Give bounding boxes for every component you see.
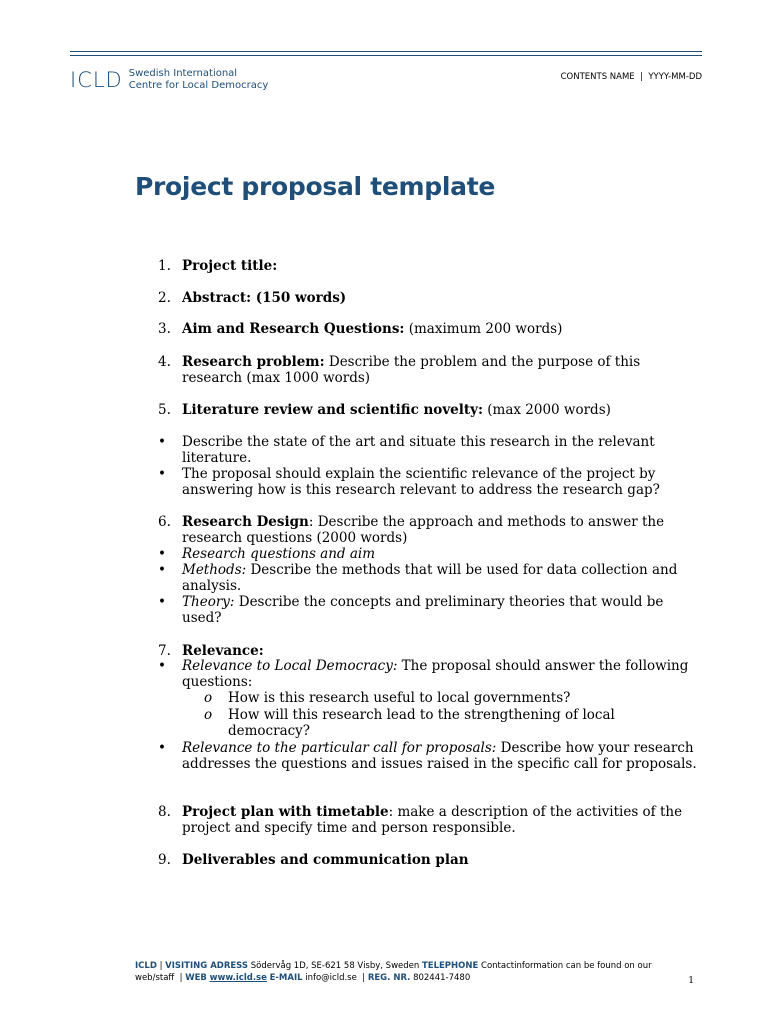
item-text: : Describe the approach and methods to answer the research questions (2000 words) xyxy=(182,514,665,546)
list-item-aim xyxy=(158,321,698,337)
bullet-marker: • xyxy=(158,466,166,482)
list-number: 9. xyxy=(158,852,171,868)
sub-bullet-marker: o xyxy=(204,707,213,723)
bullet-methods xyxy=(158,562,698,594)
logo-text xyxy=(129,68,269,92)
bullet-text: Describe the concepts and preliminary theories that would be used? xyxy=(182,594,664,626)
list-number: 4. xyxy=(158,354,171,370)
list-number: 3. xyxy=(158,321,171,337)
header-rule-bottom xyxy=(70,55,702,56)
sub-bullet-useful-local-governments xyxy=(204,690,698,706)
list-number: 5. xyxy=(158,402,171,418)
footer-phone-value: Contactinformation can be found on our web/staff xyxy=(135,961,652,983)
footer-org: ICLD xyxy=(135,961,157,971)
list-item-relevance xyxy=(158,643,698,659)
list-number: 2. xyxy=(158,290,171,306)
list-number: 1. xyxy=(158,258,171,274)
header-rule-top xyxy=(70,51,702,52)
bullet-marker: • xyxy=(158,740,166,756)
list-item-research-problem xyxy=(158,354,698,386)
footer-reg-label: REG. NR. xyxy=(367,973,411,983)
bullet-italic-text: Research questions and aim xyxy=(182,546,376,562)
item-heading: Aim and Research Questions: xyxy=(182,321,405,337)
bullet-text: Describe how your research addresses the questions and issues raised in the specific call for proposals. xyxy=(182,740,697,772)
footer-visit-value: Södervåg 1D, SE-621 58 Visby, Sweden xyxy=(248,961,422,971)
item-heading: Literature review and scientific novelty: xyxy=(182,402,483,418)
item-text: (max 2000 words) xyxy=(482,402,611,418)
item-text: Describe the problem and the purpose of this research (max 1000 words) xyxy=(182,354,641,386)
footer-email-value: info@icld.se xyxy=(302,973,360,983)
item-heading: Project title: xyxy=(182,258,278,274)
item-heading: Research Design xyxy=(182,514,309,530)
sub-bullet-text: How is this research useful to local governments? xyxy=(228,690,571,706)
list-item-abstract xyxy=(158,290,698,306)
bullet-theory xyxy=(158,594,698,626)
page-number: 1 xyxy=(688,976,694,986)
list-number: 7. xyxy=(158,643,171,659)
bullet-state-of-art xyxy=(158,434,698,466)
bullet-marker: • xyxy=(158,434,166,450)
item-heading: Project plan with timetable xyxy=(182,804,389,820)
footer-email-label: E-MAIL xyxy=(269,973,303,983)
bullet-text: The proposal should answer the following questions: xyxy=(182,658,689,690)
bullet-italic-text: Relevance to Local Democracy: xyxy=(182,658,398,674)
footer-visit-label: VISITING ADRESS xyxy=(165,961,249,971)
page-title: Project proposal template xyxy=(135,172,496,201)
page-footer: ICLD | VISITING ADRESS Södervåg 1D, SE-621 58 Visby, Sweden TELEPHONE Contactinformation can be found on our web/staff | WEB www.icld.se E-MAIL info@icld.se | REG. NR. 802441-7480 xyxy=(135,961,652,983)
footer-web-link[interactable]: www.icld.se xyxy=(209,973,267,983)
item-text: : make a description of the activities of the project and specify time and person responsible. xyxy=(182,804,683,836)
bullet-scientific-relevance xyxy=(158,466,698,498)
icld-logo xyxy=(70,68,268,92)
list-item-project-plan xyxy=(158,804,698,836)
sub-bullet-marker: o xyxy=(204,690,213,706)
bullet-italic-text: Methods: xyxy=(182,562,247,578)
bullet-marker: • xyxy=(158,546,166,562)
item-text: (maximum 200 words) xyxy=(404,321,563,337)
sub-bullet-strengthening-democracy xyxy=(204,707,698,739)
bullet-italic-text: Relevance to the particular call for proposals: xyxy=(182,740,497,756)
list-item-deliverables xyxy=(158,852,698,868)
bullet-marker: • xyxy=(158,594,166,610)
bullet-text: The proposal should explain the scientific relevance of the project by answering how is this research relevant to address the research gap? xyxy=(182,466,660,498)
bullet-text: Describe the state of the art and situate this research in the relevant literature. xyxy=(182,434,655,466)
item-heading: Relevance: xyxy=(182,643,264,659)
bullet-relevance-local-democracy xyxy=(158,658,698,690)
logo-mark: ICLD xyxy=(70,67,123,92)
logo-line-2: Centre for Local Democracy xyxy=(128,80,269,91)
list-item-research-design xyxy=(158,514,698,546)
list-item-project-title xyxy=(158,258,698,274)
bullet-text: Describe the methods that will be used for data collection and analysis. xyxy=(182,562,678,594)
header-contents-date: CONTENTS NAME | YYYY-MM-DD xyxy=(560,72,702,82)
logo-line-1: Swedish International xyxy=(128,68,238,79)
item-heading: Abstract: (150 words) xyxy=(182,290,347,306)
footer-phone-label: TELEPHONE xyxy=(421,961,479,971)
bullet-italic-text: Theory: xyxy=(182,594,235,610)
bullet-relevance-call xyxy=(158,740,698,772)
sub-bullet-text: How will this research lead to the strengthening of local democracy? xyxy=(228,707,615,739)
footer-reg-value: 802441-7480 xyxy=(410,973,471,983)
list-number: 6. xyxy=(158,514,171,530)
bullet-marker: • xyxy=(158,562,166,578)
item-heading: Deliverables and communication plan xyxy=(182,852,469,868)
bullet-marker: • xyxy=(158,658,166,674)
bullet-research-questions xyxy=(158,546,698,562)
item-heading: Research problem: xyxy=(182,354,325,370)
footer-web-label: WEB xyxy=(185,973,207,983)
list-item-literature-review xyxy=(158,402,698,418)
list-number: 8. xyxy=(158,804,171,820)
